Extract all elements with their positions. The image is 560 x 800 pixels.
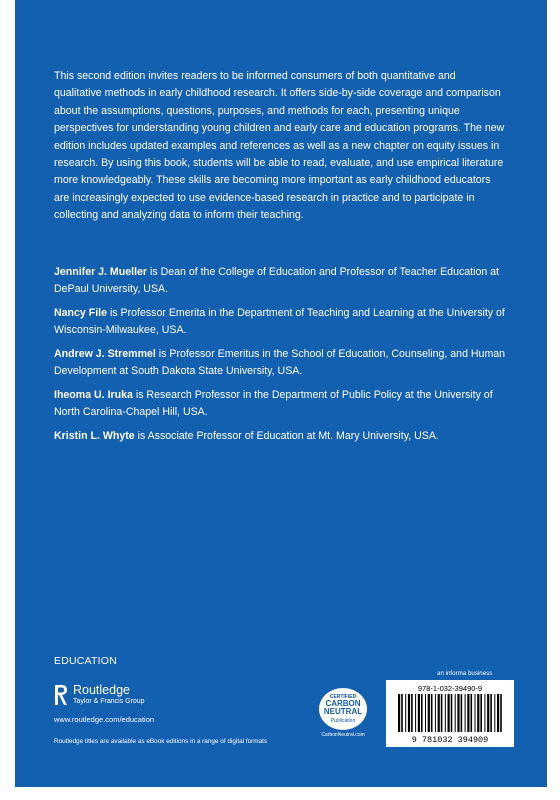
author-name: Nancy File	[54, 307, 107, 319]
author-name: Iheoma U. Iruka	[54, 389, 133, 401]
author-text: is Associate Professor of Education at Mt. Mary University, USA.	[134, 430, 439, 442]
ebook-note: Routledge titles are available as eBook editions in a range of digital formats	[54, 738, 268, 745]
neutral-word: NEUTRAL	[323, 707, 363, 716]
carbon-url: CarbonNeutral.com	[321, 732, 365, 738]
author-bio	[54, 305, 514, 339]
author-text: is Dean of the College of Education and Professor of Teacher Education at DePaul University, USA.	[54, 266, 500, 295]
publisher-logo	[54, 684, 154, 706]
back-cover	[15, 0, 547, 787]
author-text: is Professor Emeritus in the School of Education, Counseling, and Human Development at South Dakota State University, USA.	[54, 348, 506, 377]
isbn-number: 978-1-032-39490-9	[417, 684, 483, 693]
author-bio	[54, 264, 514, 298]
informa-tagline: an informa business	[437, 670, 493, 677]
author-bio	[54, 428, 514, 445]
isbn-barcode	[386, 680, 514, 747]
carbon-neutral-logo	[313, 688, 373, 738]
author-bios	[54, 264, 514, 452]
routledge-r-icon	[54, 684, 68, 706]
author-text: is Professor Emerita in the Department of Teaching and Learning at the University of Wisconsin-Milwaukee, USA.	[54, 307, 505, 336]
publisher-group: Taylor & Francis Group	[73, 698, 145, 705]
author-text: is Research Professor in the Department of Public Policy at the University of North Carolina-Chapel Hill, USA.	[54, 389, 493, 418]
author-name: Andrew J. Stremmel	[54, 348, 156, 360]
carbon-word: CARBON	[325, 699, 361, 708]
carbon-neutral-badge-icon	[319, 688, 367, 730]
author-name: Kristin L. Whyte	[54, 430, 135, 442]
carbon-publication: Publication	[330, 718, 356, 724]
author-name: Jennifer J. Mueller	[54, 266, 148, 278]
publisher-block	[54, 684, 154, 724]
book-description: This second edition invites readers to be informed consumers of both quantitative and qualitative methods in early childhood research. It offers side-by-side coverage and comparison about the assumptions, questions, purposes, and methods for each, presenting unique perspectives for understanding young children and early care and education programs. The new edition includes updated examples and references as well as a new chapter on equity issues in research. By using this book, students will be able to read, evaluate, and use empirical literature more knowledgeably. These skills are becoming more important as early childhood educators are increasingly expected to use evidence-based research in practice and to participate in collecting and analyzing data to inform their teaching.	[54, 70, 505, 222]
author-bio	[54, 387, 514, 421]
publisher-name: Routledge	[73, 683, 130, 697]
author-bio	[54, 346, 514, 380]
subject-category: EDUCATION	[54, 655, 117, 667]
carbon-certified: CERTIFIED	[329, 694, 357, 700]
publisher-url: www.routledge.com/education	[54, 715, 155, 724]
barcode-icon	[390, 694, 510, 744]
isbn-digits: 9 781032 394909	[411, 735, 489, 744]
